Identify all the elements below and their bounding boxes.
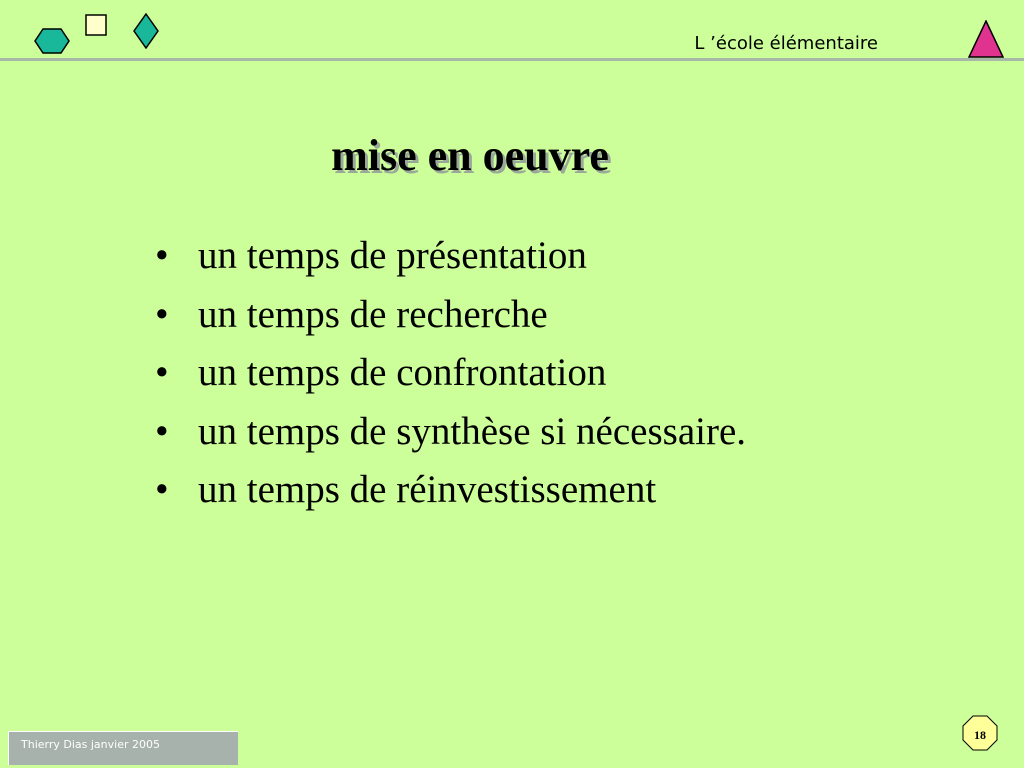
footer-box <box>8 731 238 765</box>
list-item <box>155 409 746 468</box>
bullet-text: un temps de synthèse si nécessaire. <box>198 409 747 453</box>
bullet-text: un temps de présentation <box>198 234 587 277</box>
bullet-icon: • <box>155 234 169 277</box>
hexagon-icon[interactable] <box>34 28 70 54</box>
footer-author-date: Thierry Dias janvier 2005 <box>21 738 160 751</box>
bullet-icon: • <box>155 409 169 453</box>
list-item <box>155 350 746 409</box>
diamond-icon[interactable] <box>133 13 159 49</box>
bullet-icon: • <box>155 468 169 511</box>
header-divider <box>0 58 1024 61</box>
bullet-icon: • <box>155 351 169 394</box>
triangle-icon[interactable] <box>968 20 1004 58</box>
list-item <box>155 233 746 292</box>
square-icon[interactable] <box>85 14 107 36</box>
bullet-text: un temps de réinvestissement <box>198 468 657 511</box>
slide-title: mise en oeuvre <box>331 131 609 180</box>
list-item <box>155 467 746 526</box>
bullet-icon: • <box>155 292 169 336</box>
bullet-list <box>155 233 746 526</box>
list-item <box>155 292 746 351</box>
page-number: 18 <box>974 728 986 742</box>
header-title: L ’école élémentaire <box>694 33 878 54</box>
bullet-text: un temps de recherche <box>198 292 548 336</box>
page-number-badge <box>962 715 998 751</box>
bullet-text: un temps de confrontation <box>198 351 607 394</box>
